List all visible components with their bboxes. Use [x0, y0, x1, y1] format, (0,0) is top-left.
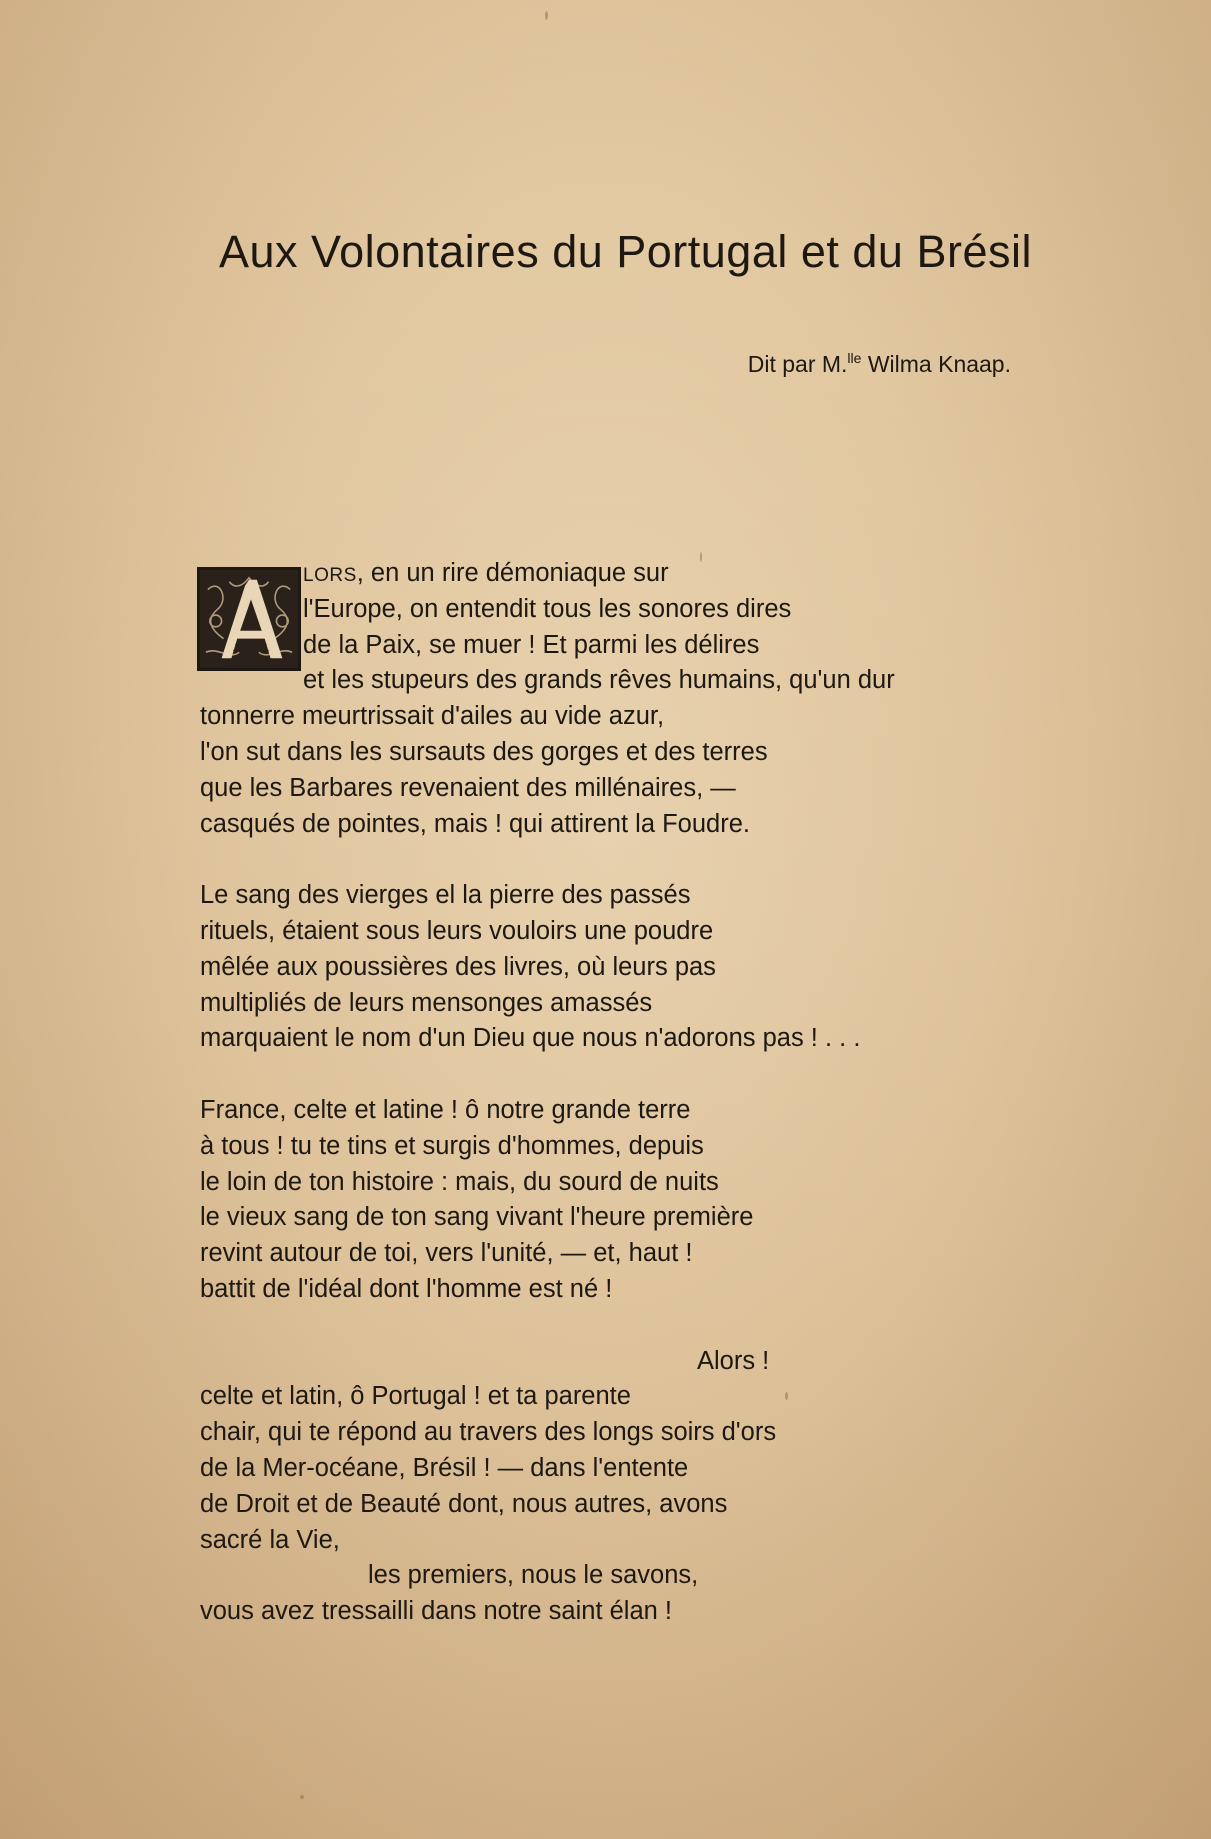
byline-prefix: Dit par M. [747, 351, 848, 377]
poem-line-last: vous avez tressailli dans notre saint élan ! [200, 1597, 672, 1626]
poem-line: et les stupeurs des grands rêves humains, qu'un dur [303, 666, 895, 695]
poem-line: l'on sut dans les sursauts des gorges et des terres [200, 737, 768, 766]
poem-line: battit de l'idéal dont l'homme est né ! [200, 1274, 613, 1303]
poem-line: mêlée aux poussières des livres, où leurs pas [200, 952, 716, 981]
paper-speck [300, 1795, 304, 1799]
poem-line-first: LORS, en un rire démoniaque sur [303, 559, 669, 587]
dropcap-continuation: LORS [303, 565, 357, 586]
poem-line: l'Europe, on entendit tous les sonores dires [303, 594, 792, 623]
poem-line: multipliés de leurs mensonges amassés [200, 988, 653, 1017]
poem-body [200, 556, 1040, 1630]
byline [748, 350, 1011, 378]
paper-speck [700, 552, 702, 562]
poem-title: Aux Volontaires du Portugal et du Brésil [219, 226, 1032, 277]
byline-name: Wilma Knaap. [861, 351, 1011, 377]
poem-line: le vieux sang de ton sang vivant l'heure première [200, 1203, 754, 1232]
poem-line: marquaient le nom d'un Dieu que nous n'adorons pas ! . . . [200, 1024, 861, 1053]
poem-line: tonnerre meurtrissait d'ailes au vide azur, [200, 702, 665, 731]
stanza-break [200, 1308, 1040, 1344]
poem-line-indented: les premiers, nous le savons, [368, 1561, 699, 1590]
poem-line: le loin de ton histoire : mais, du sourd de nuits [200, 1167, 719, 1196]
paper-speck [785, 1392, 788, 1400]
stanza-break [200, 842, 1040, 878]
stanza-break [200, 1057, 1040, 1093]
poem-line-alors: Alors ! [697, 1346, 770, 1375]
poem-line: revint autour de toi, vers l'unité, — et, haut ! [200, 1239, 693, 1268]
poem-line: à tous ! tu te tins et surgis d'hommes, depuis [200, 1131, 704, 1160]
poem-line: sacré la Vie, [200, 1525, 340, 1554]
byline-superscript: lle [847, 350, 862, 366]
poem-line: casqués de pointes, mais ! qui attirent la Foudre. [200, 809, 750, 838]
poem-line: France, celte et latine ! ô notre grande terre [200, 1095, 691, 1124]
poem-line: que les Barbares revenaient des millénaires, — [200, 773, 736, 802]
poem-line: de la Mer-océane, Brésil ! — dans l'entente [200, 1453, 689, 1482]
paper-speck [545, 11, 548, 20]
poem-line: de Droit et de Beauté dont, nous autres, avons [200, 1489, 728, 1518]
poem-line: Le sang des vierges el la pierre des passés [200, 881, 691, 910]
poem-line: de la Paix, se muer ! Et parmi les délires [303, 630, 760, 659]
poem-line: chair, qui te répond au travers des longs soirs d'ors [200, 1418, 777, 1447]
poem-line: rituels, étaient sous leurs vouloirs une poudre [200, 916, 714, 945]
poem-line: celte et latin, ô Portugal ! et ta parente [200, 1382, 631, 1411]
